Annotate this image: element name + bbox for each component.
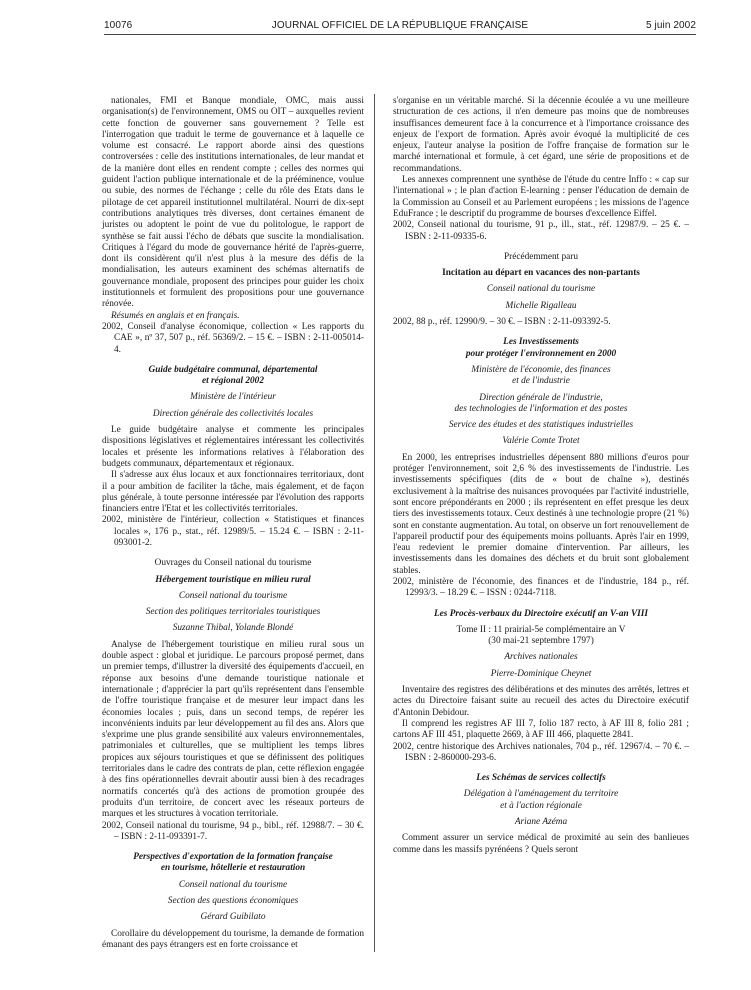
text-block: 2002, Conseil national du tourisme, 94 p., bibl., réf. 12988/7. – 30 €. – ISBN : 2-11-093391-7. bbox=[102, 820, 364, 842]
text-block: Valérie Comte Trotet bbox=[502, 436, 580, 447]
text-block: Délégation à l'aménagement du territoire bbox=[463, 789, 619, 800]
text-block: Michelle Rigalleau bbox=[505, 300, 577, 311]
column-divider bbox=[374, 94, 375, 952]
right-column bbox=[393, 96, 689, 856]
text-block: Tome II : 11 prairial-5e complémentaire an V bbox=[456, 624, 626, 635]
text-block: et régional 2002 bbox=[202, 376, 264, 387]
text-block: (30 mai-21 septembre 1797) bbox=[488, 636, 594, 647]
text-block: Ariane Azéma bbox=[514, 817, 568, 828]
text-block: Résumés en anglais et en français. bbox=[111, 310, 240, 321]
text-block: Incitation au départ en vacances des non-partants bbox=[442, 268, 640, 279]
text-block: 2002, Conseil national du tourisme, 91 p., ill., stat., réf. 12987/9. – 25 €. – ISBN : 2-11-09335-6. bbox=[393, 220, 689, 242]
text-block: En 2000, les entreprises industrielles dépensent 880 millions d'euros pour protéger l'environnement, soit 2,6 % des investissements de l'industrie. Les investissements spécifiques (dits de « bout de chaîne »), destinés exclusivement à la maîtrise des nuisances provoquées par l'activité industrielle, sont encore prépondérants en 2000 ; ils représentent en effet presque les deux tiers des investissements totaux. Ceux destinés à une technologie propre (21 %) sont en constante augmentation. Au total, on observe un fort renouvellement de l'appareil productif pour des équipements moins polluants. Après l'air en 1999, l'eau redevient le premier domaine d'intervention. Par ailleurs, les investissements dans les domaines des déchets et du bruit sont globalement stables. bbox=[393, 452, 689, 576]
text-block: Les Investissements bbox=[503, 337, 579, 348]
text-block: Le guide budgétaire analyse et commente les principales dispositions législatives et réglementaires intéressant les collectivités locales et présente les informations relatives à l'élaboration des budgets communaux, départementaux et régionaux. bbox=[102, 425, 364, 469]
text-block: Analyse de l'hébergement touristique en milieu rural sous un double aspect : global et juridique. Le parcours proposé permet, dans un premier temps, d'illustrer la diversité des équipements d'accueil, en réponse aux besoins d'une demande touristique nationale et internationale ; d'apprécier la part qu'ils représentent dans l'ensemble de l'offre touristique française et de mesurer leur impact dans les économies locales ; puis, dans un second temps, de repérer les inconvénients induits par leur développement au fil des ans. Alors que s'exprime une plus grande sensibilité aux valeurs environnementales, patrimoniales et culturelles, que se multiplient les temps libres propices aux séjours touristiques et que se définissent des politiques territoriales dans le cadre des contrats de plan, cette réflexion engagée à des fins opérationnelles devrait aboutir aussi bien à des recadrages normatifs concertés qu'à des actions de promotion groupée des produits d'un territoire, de concert avec les réseaux porteurs de marques et les structures à vocation territoriale. bbox=[102, 639, 364, 820]
text-block: Perspectives d'exportation de la formation française bbox=[133, 852, 333, 863]
text-block: Les annexes comprennent une synthèse de l'étude du centre Inffo : « cap sur l'international » ; le plan d'action E-learning : penser l'éducation de demain de la Commission au Conseil et au Parlement européens ; les missions de l'agence EduFrance ; le descriptif du programme de bourses d'excellence Eiffel. bbox=[393, 175, 689, 219]
text-block: Il s'adresse aux élus locaux et aux fonctionnaires territoriaux, dont il a pour ambition de faciliter la tâche, mais également, et de façon plus générale, à toute personne intéressée par l'évolution des rapports financiers entre l'Etat et les collectivités territoriales. bbox=[102, 470, 364, 515]
text-block: Hébergement touristique en milieu rural bbox=[155, 574, 311, 585]
issue-date: 5 juin 2002 bbox=[645, 20, 696, 31]
text-block: Conseil national du tourisme bbox=[178, 590, 288, 601]
header-rule bbox=[104, 34, 696, 35]
text-block: Suzanne Thibal, Yolande Blondé bbox=[172, 623, 294, 634]
text-block: et de l'industrie bbox=[512, 376, 570, 387]
text-block: Direction générale des collectivités locales bbox=[152, 408, 314, 419]
text-block: Inventaire des registres des délibérations et des minutes des arrêtés, lettres et actes du Directoire faisant suite au recueil des actes du Directoire exécutif d'Antonin Debidour. bbox=[393, 685, 689, 718]
text-block: Archives nationales bbox=[504, 652, 578, 663]
page-number: 10076 bbox=[104, 20, 133, 31]
text-block: Conseil national du tourisme bbox=[486, 284, 596, 295]
text-block: s'organise en un véritable marché. Si la décennie écoulée a vu une meilleure structuration de ces actions, il n'en demeure pas moins que de nombreuses insuffisances demeurent face à la concurrence et à l'importance croissance des enjeux de l'export de formation. Après avoir évoqué la multiplicité de ces enjeux, l'auteur analyse la position de l'offre française de formation sur le marché international et formule, à cet égard, une série de propositions et de recommandations. bbox=[393, 96, 689, 174]
text-block: Direction générale de l'industrie, bbox=[479, 392, 603, 403]
text-block: Ministère de l'économie, des finances bbox=[471, 364, 611, 375]
text-block: Guide budgétaire communal, départemental bbox=[148, 364, 318, 375]
text-block: 2002, ministère de l'intérieur, collection « Statistiques et finances locales », 176 p., stat., réf. 12989/5. – 15.24 €. – ISBN : 2-11-093001-2. bbox=[102, 515, 364, 548]
journal-title: JOURNAL OFFICIEL DE LA RÉPUBLIQUE FRANÇAISE bbox=[271, 20, 529, 31]
text-block: Ouvrages du Conseil national du tourisme bbox=[154, 558, 312, 569]
text-block: 2002, Conseil d'analyse économique, collection « Les rapports du CAE », nº 37, 507 p., réf. 56369/2. – 15 €. – ISBN : 2-11-005014-4. bbox=[102, 321, 364, 355]
text-block: Précédemment paru bbox=[503, 251, 579, 262]
text-block: Pierre-Dominique Cheynet bbox=[490, 668, 592, 679]
text-block: 2002, 88 p., réf. 12990/9. – 30 €. – ISBN : 2-11-093392-5. bbox=[393, 317, 611, 328]
text-block: Section des politiques territoriales touristiques bbox=[145, 607, 321, 618]
text-block: Service des études et des statistiques industrielles bbox=[448, 420, 634, 431]
text-block: Il comprend les registres AF III 7, folio 187 recto, à AF III 8, folio 281 ; cartons AF III 451, plaquette 2669, à AF III 466, plaquette 2841. bbox=[393, 718, 689, 741]
text-block: Gérard Guibilato bbox=[200, 912, 266, 923]
text-block: Comment assurer un service médical de proximité au sein des banlieues comme dans les massifs pyrénéens ? Quels seront bbox=[393, 833, 689, 855]
text-block: en tourisme, hôtellerie et restauration bbox=[160, 863, 306, 874]
text-block: Les Procès-verbaux du Directoire exécutif an V-an VIII bbox=[433, 608, 649, 619]
text-block: Conseil national du tourisme bbox=[178, 879, 288, 890]
text-block: 2002, centre historique des Archives nationales, 704 p., réf. 12967/4. – 70 €. – ISBN : 2-860000-293-6. bbox=[393, 741, 689, 763]
text-block: Les Schémas de services collectifs bbox=[476, 773, 606, 784]
text-block: Corollaire du développement du tourisme, la demande de formation émanant des pays étrangers est en forte croissance et bbox=[102, 928, 364, 950]
text-block: des technologies de l'information et des postes bbox=[454, 403, 628, 414]
text-block: Ministère de l'intérieur bbox=[190, 392, 276, 403]
text-block: 2002, ministère de l'économie, des finances et de l'industrie, 184 p., réf. 12993/3. – 18.29 €. – ISSN : 0244-7118. bbox=[393, 576, 689, 599]
text-block: nationales, FMI et Banque mondiale, OMC, mais aussi organisation(s) de l'environnement, OMS ou OIT – auxquelles revient cette fonction de gouverner sans gouvernement ? Telle est l'interrogation que traduit le terme de gouvernance et à laquelle ce volume est consacré. Le rapport aborde ainsi des questions controversées : celle des institutions internationales, de leur mandat et de la manière dont elles en rendent compte ; celles des normes qui guident l'action publique internationale et de la prééminence, voulue ou subie, des normes de l'échange ; celle du rôle des Etats dans le pilotage de cet appareil institutionnel multilatéral. Nourri de dix-sept contributions analytiques très diverses, dont certaines émanent de juristes ou adoptent le point de vue du politologue, le rapport de synthèse se fait aussi l'écho de débats que suscite la mondialisation. Critiques à l'égard du mode de gouvernance hérité de l'après-guerre, dont ils considèrent qu'il n'est plus à la mesure des défis de la mondialisation, les auteurs examinent des schémas alternatifs de gouvernance mondiale, proposent des principes pour guider les choix institutionnels et formulent des propositions pour une gouvernance rénovée. bbox=[102, 96, 364, 310]
text-block: pour protéger l'environnement en 2000 bbox=[465, 348, 617, 359]
text-block: Section des questions économiques bbox=[167, 896, 299, 906]
text-block: et à l'action régionale bbox=[500, 800, 582, 811]
left-column bbox=[102, 96, 364, 951]
